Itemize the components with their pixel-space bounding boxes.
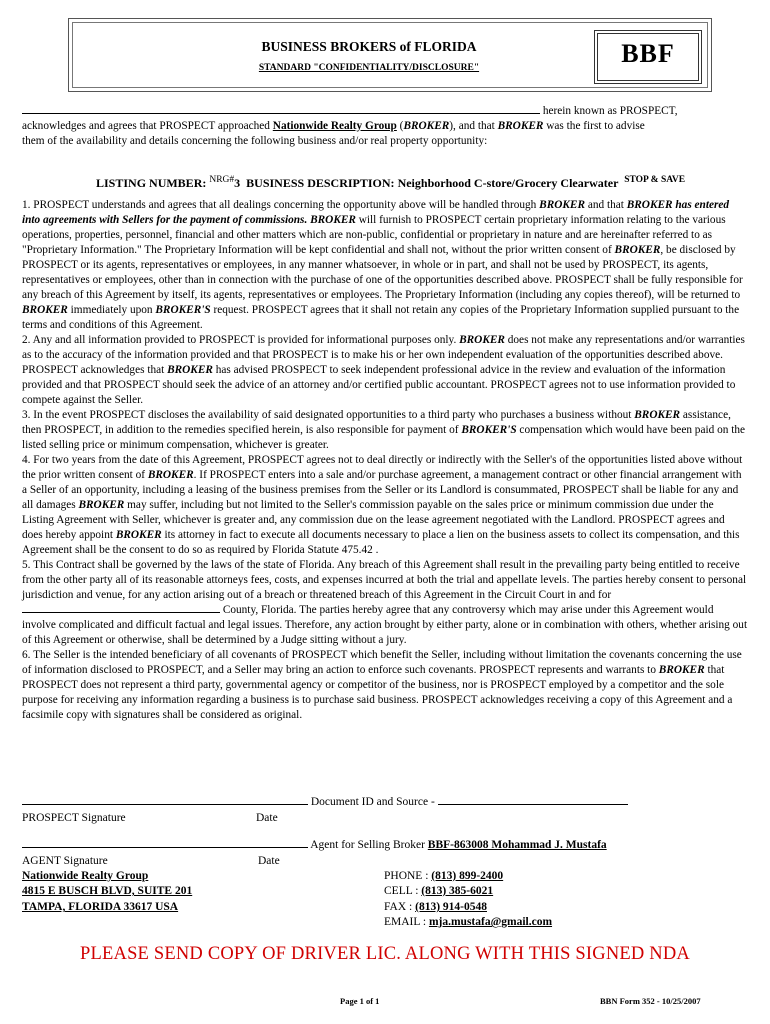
- listing-line: [96, 175, 756, 191]
- text: 2. Any and all information provided to PROSPECT is provided for informational purposes only.: [22, 334, 460, 346]
- text: request. PROSPECT agrees that it shall not retain any copies of the Proprietary Information supplied pursuant to the terms and conditions of this Agreement.: [22, 304, 740, 331]
- text: may suffer, including but not limited to the Seller's commission payable on the sales price or minimum commission due under the Listing Agreement with Seller, whichever is greater and, any commission due on the lease agreement negotiated with the Landlord. PROSPECT agrees and does hereby appoint: [22, 499, 725, 541]
- text: 4. For two years from the date of this Agreement, PROSPECT agrees not to deal directly or indirectly with the Seller's of the opportunities listed above without the prior written consent of: [22, 454, 743, 481]
- broker-commission-clause: BROKER has entered into agreements with Sellers for the payment of commissions. BROKER: [22, 199, 730, 226]
- form-number: BBN Form 352 - 10/25/2007: [600, 996, 701, 1006]
- text: compensation which would have been paid on the listed selling price or minimum compensation, whichever is greater.: [22, 424, 745, 451]
- intro-text-b: (: [396, 120, 404, 132]
- prospect-date-label: Date: [256, 812, 278, 824]
- email-link[interactable]: mja.mustafa@gmail.com: [428, 916, 553, 928]
- broker-term: BROKER: [115, 529, 162, 541]
- phone-label: PHONE :: [384, 870, 432, 882]
- broker-term: BROKER: [22, 304, 68, 316]
- email-label: EMAIL :: [384, 916, 429, 928]
- broker-term: BROKER: [539, 199, 585, 211]
- text: will furnish to PROSPECT certain proprietary information relating to the various operations, properties, personnel, financial and other matters which are non-public, confidential or proprietary in nature and are hereinafter referred to as "Proprietary Information." The Proprietary Information will be kept confidential and shall not, without the prior written consent of: [22, 214, 726, 256]
- phone-row: [384, 870, 503, 882]
- text: County, Florida. The parties hereby agree that any controversy which may arise under this Agreement would involve complicated and difficult factual and legal issues. Therefore, any action brought by either party, alone or in combination with others, whether arising out of this Agreement or otherwise, shall be determined by a Judge sitting without a jury.: [22, 604, 748, 646]
- intro-section: [22, 104, 748, 149]
- document-id-field[interactable]: [438, 804, 628, 805]
- intro-line-1: [22, 104, 748, 119]
- business-tag: STOP & SAVE: [624, 175, 686, 185]
- county-field[interactable]: [22, 612, 220, 613]
- agent-date-label: Date: [258, 855, 280, 867]
- cell-row: [384, 885, 493, 897]
- text: 6. The Seller is the intended beneficiary of all covenants of PROSPECT which benefit the Seller, including without limitation the covenants concerning the use of information disclosed to PROSPECT, and a Seller may bring an action to enforce such covenants. PROSPECT represents and warrants to: [22, 649, 742, 676]
- text: and that: [585, 199, 627, 211]
- company-name: Nationwide Realty Group: [272, 120, 397, 132]
- text: that PROSPECT does not represent a third party, governmental agency or competitor of the business, nor is PROSPECT employed by a competitor and the sole purpose for receiving any information regarding a business is to purchase said business. PROSPECT acknowledges receiving a copy of this Agreement and a facsimile copy with signatures shall be considered as original.: [22, 664, 733, 721]
- cell-label: CELL :: [384, 885, 422, 897]
- broker-term: BROKER'S: [155, 304, 211, 316]
- agent-signature-row: [22, 839, 607, 851]
- company-address-1: 4815 E BUSCH BLVD, SUITE 201: [22, 885, 193, 897]
- logo-text: BBF: [621, 39, 675, 68]
- intro-text-c: ), and that: [449, 120, 498, 132]
- agreement-body: [22, 198, 748, 723]
- paragraph-6: [22, 648, 748, 723]
- prospect-signature-row: [22, 796, 628, 808]
- prospect-name-field[interactable]: [22, 113, 540, 114]
- agent-id: BBF-863008 Mohammad J. Mustafa: [427, 839, 607, 851]
- text: assistance, then PROSPECT, in addition to the remedies specified herein, is also responsible for payment of: [22, 409, 731, 436]
- fax-number[interactable]: (813) 914-0548: [415, 901, 487, 913]
- prospect-signature-field[interactable]: [22, 804, 308, 805]
- broker-term: BROKER: [634, 409, 681, 421]
- text: . If PROSPECT enters into a sale and/or purchase agreement, a management contract or other financial arrangement with a Seller of an opportunity, including a leasing of the business premises from the Seller or its Landlord is consummated, PROSPECT shall be liable for any and all damages: [22, 469, 742, 511]
- broker-term: BROKER: [147, 469, 194, 481]
- fax-row: [384, 901, 487, 913]
- business-description[interactable]: Neighborhood C-store/Grocery Clearwater: [397, 176, 619, 190]
- paragraph-1: [22, 198, 748, 333]
- broker-term: BROKER: [497, 120, 544, 132]
- broker-term: BROKER: [614, 244, 661, 256]
- company-address-2: TAMPA, FLORIDA 33617 USA: [22, 901, 179, 913]
- broker-term: BROKER: [459, 334, 505, 346]
- bbf-logo: [594, 30, 702, 84]
- paragraph-5: [22, 558, 748, 648]
- text: does not make any representations and/or warranties as to the accuracy of the information provided and that PROSPECT is to make his or her own independent evaluation of the opportunities described above. PROSPECT acknowledges that: [22, 334, 745, 376]
- text: 3. In the event PROSPECT discloses the availability of said designated opportunities to a third party who purchases a business without: [22, 409, 635, 421]
- paragraph-3: [22, 408, 748, 453]
- text: , be disclosed by PROSPECT or its agents, representatives or employees, in any manner whatsoever, in whole or in part, and shall not be used by PROSPECT, its agents, representatives or employees, other than in connection with the purchase of one of the opportunities described above. PROSPECT shall be fully responsible for any breach of this Agreement by itself, its agents, representatives or employees. The Proprietary Information (including any copies thereof), will be returned to: [22, 244, 743, 301]
- email-row: [384, 916, 552, 928]
- document-title: BUSINESS BROKERS of FLORIDA: [261, 39, 477, 54]
- listing-number-prefix[interactable]: NRG#: [209, 175, 235, 185]
- text: its attorney in fact to execute all documents necessary to place a lien on the business assets to collect its compensation, and this Agreement shall be the consent to do so as required by Florida Statute 475.42 .: [22, 529, 740, 556]
- text: has advised PROSPECT to seek independent professional advice in the review and evaluation of the information provided and that PROSPECT should seek the advice of an attorney and/or certified public accountant. PROSPECT agrees not to use information provided to compete against the Seller.: [22, 364, 736, 406]
- page-number: Page 1 of 1: [340, 996, 380, 1006]
- known-as-text: herein known as PROSPECT,: [542, 105, 678, 117]
- listing-number-label: LISTING NUMBER:: [96, 176, 207, 190]
- intro-line-3: them of the availability and details concerning the following business and/or real property opportunity:: [22, 135, 488, 147]
- agent-signature-field[interactable]: [22, 847, 308, 848]
- paragraph-2: [22, 333, 748, 408]
- broker-term: BROKER: [167, 364, 213, 376]
- prospect-signature-label: PROSPECT Signature: [22, 812, 126, 824]
- agent-for-label: Agent for Selling Broker: [310, 839, 428, 851]
- text: 1. PROSPECT understands and agrees that all dealings concerning the opportunity above will be handled through: [22, 199, 540, 211]
- agent-signature-label: AGENT Signature: [22, 855, 108, 867]
- broker-term: BROKER: [658, 664, 705, 676]
- phone-number[interactable]: (813) 899-2400: [431, 870, 504, 882]
- company-name: Nationwide Realty Group: [22, 870, 149, 882]
- fax-label: FAX :: [384, 901, 416, 913]
- document-subtitle: STANDARD "CONFIDENTIALITY/DISCLOSURE": [258, 63, 480, 73]
- broker-term: BROKER: [403, 120, 450, 132]
- text: 5. This Contract shall be governed by the laws of the state of Florida. Any breach of this Agreement shall result in the prevailing party being entitled to receive from the other party all of its reasonable attorneys fees, costs, and expenses incurred at both the trial and appellate levels. The parties hereby consent to personal jurisdiction and venue, for any action arising out of a breach or threatened breach of this Agreement in the Circuit Court in and for: [22, 559, 747, 601]
- business-description-label: BUSINESS DESCRIPTION:: [246, 176, 395, 190]
- intro-text-a: acknowledges and agrees that PROSPECT approached: [22, 120, 273, 132]
- broker-term: BROKER: [78, 499, 125, 511]
- cell-number[interactable]: (813) 385-6021: [421, 885, 494, 897]
- broker-term: BROKER'S: [461, 424, 517, 436]
- driver-license-notice: PLEASE SEND COPY OF DRIVER LIC. ALONG WITH THIS SIGNED NDA: [80, 944, 690, 964]
- listing-number[interactable]: 3: [234, 176, 241, 190]
- document-id-label: Document ID and Source -: [310, 796, 435, 808]
- intro-line-2: [22, 119, 748, 134]
- paragraph-4: [22, 453, 748, 558]
- text: immediately upon: [67, 304, 156, 316]
- intro-text-d: was the first to advise: [543, 120, 645, 132]
